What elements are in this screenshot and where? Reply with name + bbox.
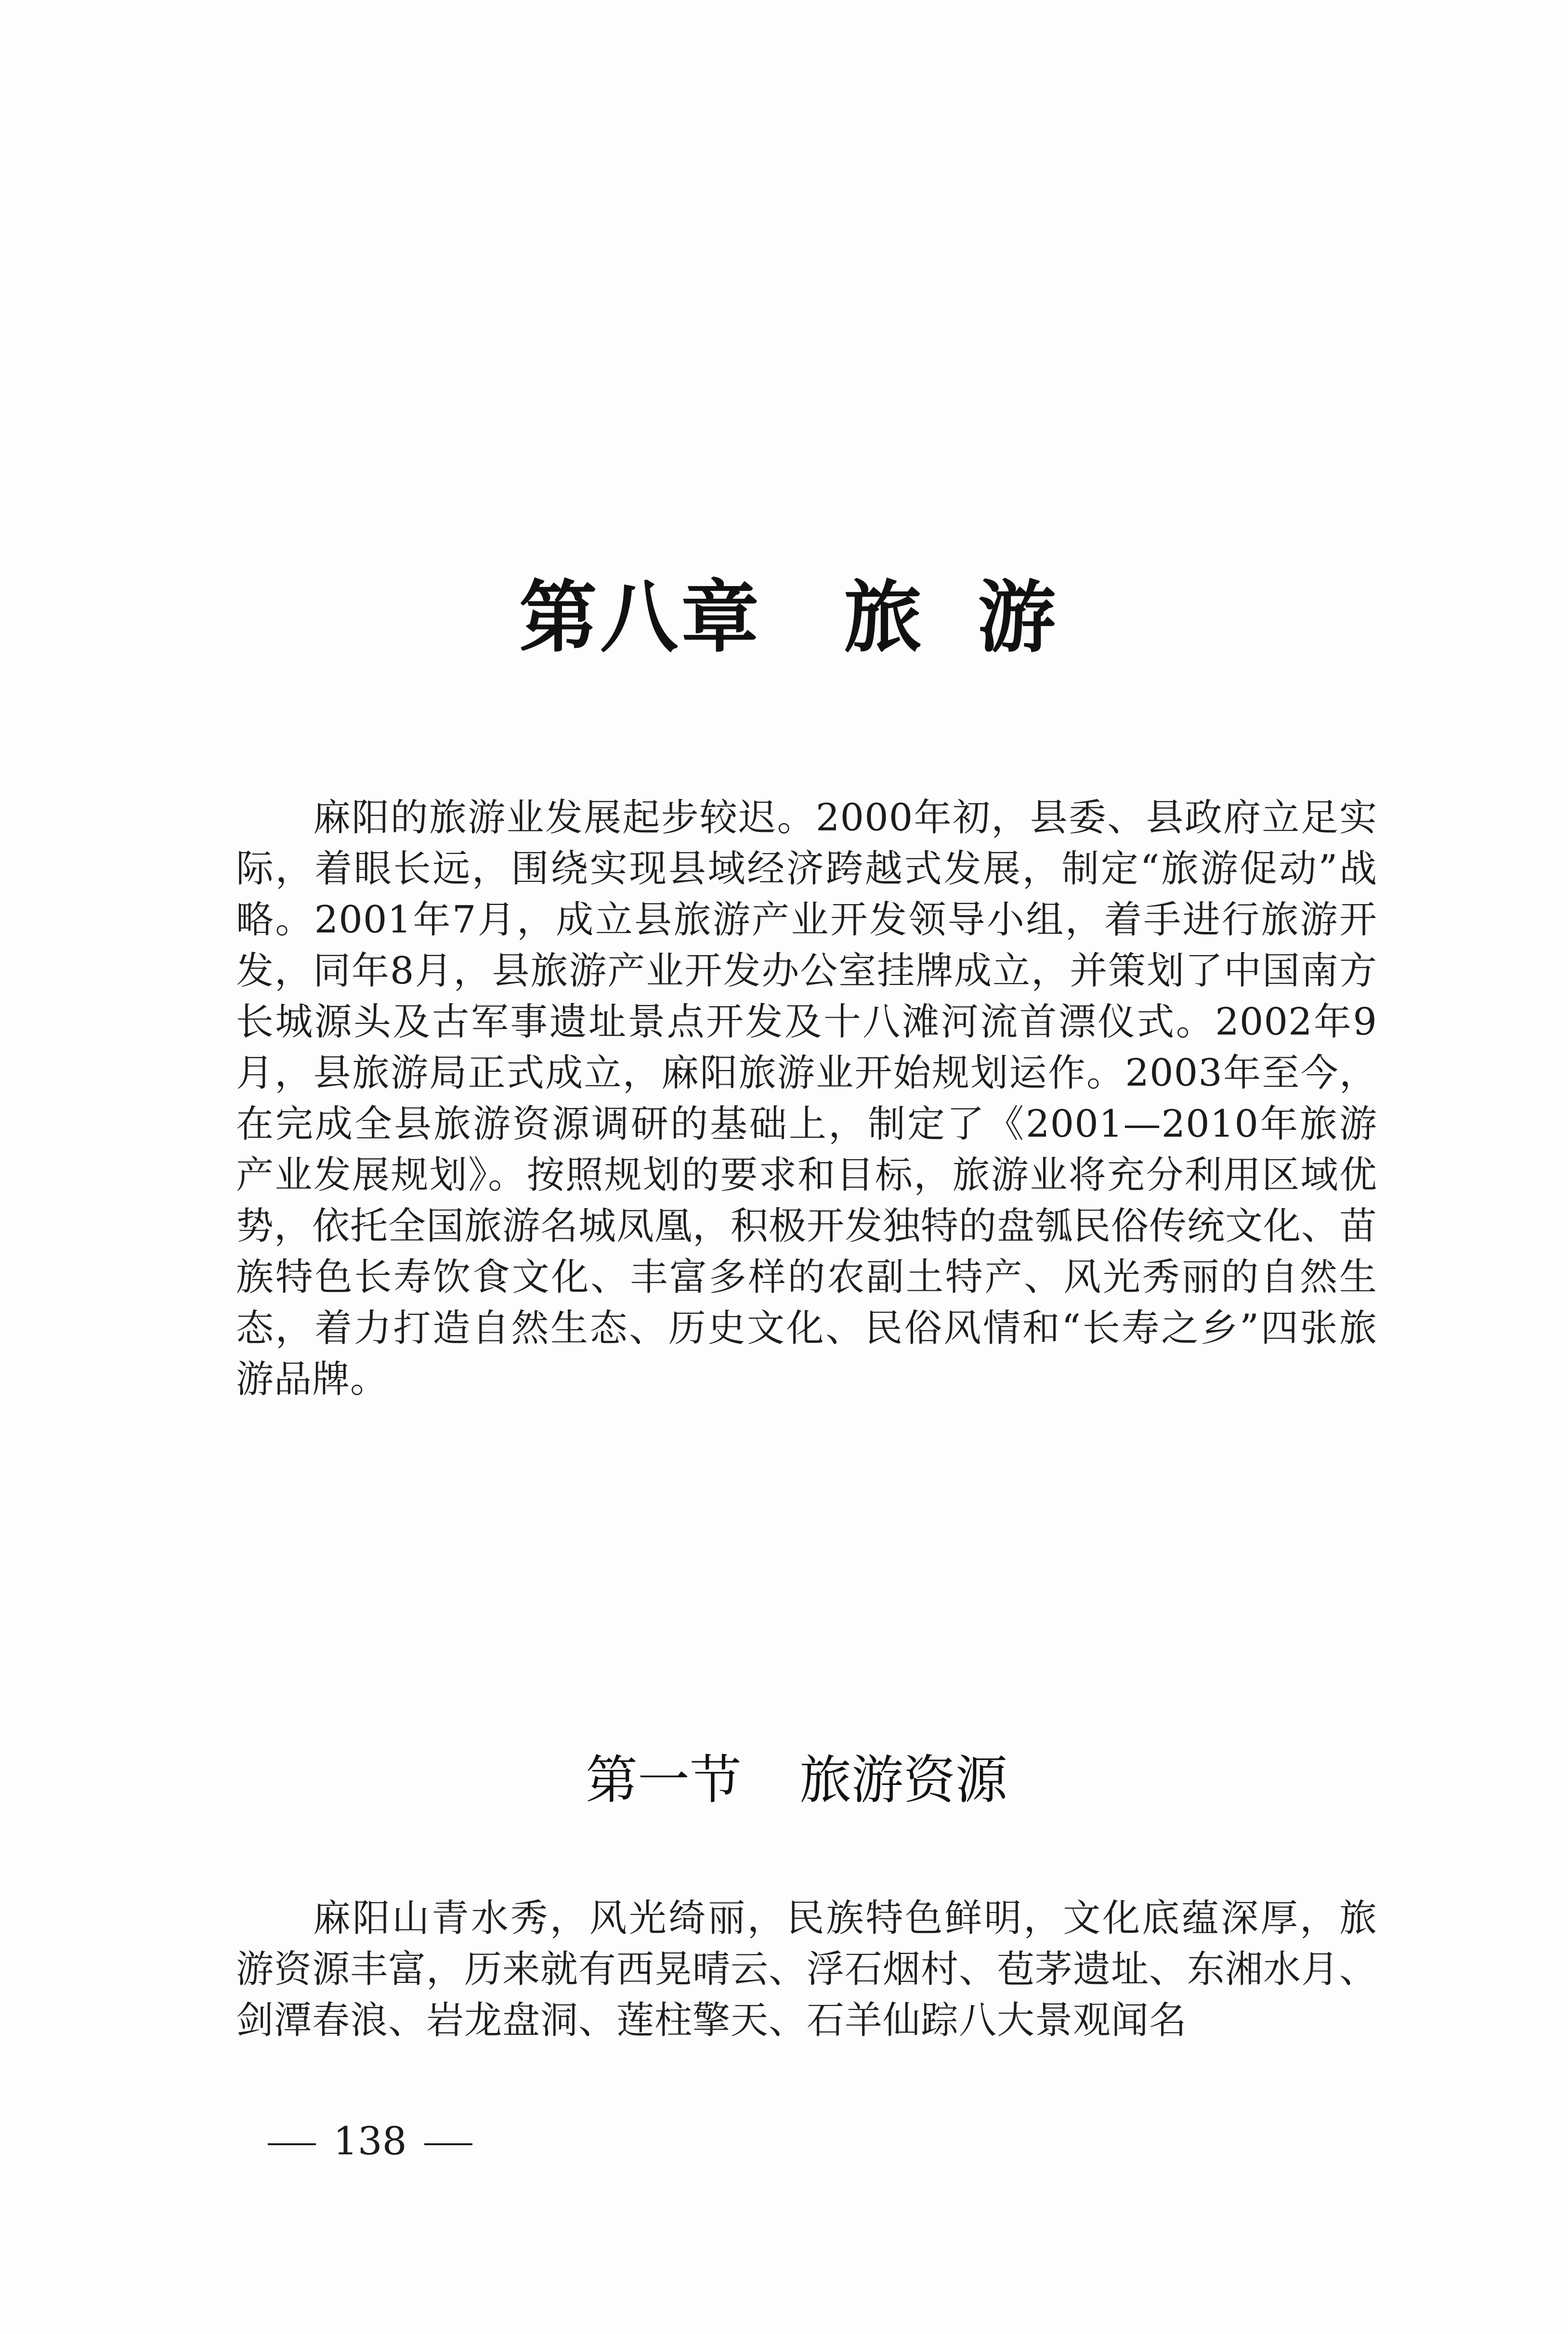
page-number-dash-right: [424, 2143, 472, 2145]
chapter-title: [519, 569, 1097, 666]
chapter-number: 第八章: [519, 572, 762, 663]
intro-paragraph: 麻阳的旅游业发展起步较迟。2000年初，县委、县政府立足实际，着眼长远，围绕实现县域经济跨越式发展，制定“旅游促动”战略。2001年7月，成立县旅游产业开发领导小组，着手进行旅游开发，同年8月，县旅游产业开发办公室挂牌成立，并策划了中国南方长城源头及古军事遗址景点开发及十八滩河流首漂仪式。2002年9月，县旅游局正式成立，麻阳旅游业开始规划运作。2003年至今，在完成全县旅游资源调研的基础上，制定了《2001—2010年旅游产业发展规划》。按照规划的要求和目标，旅游业将充分利用区域优势，依托全国旅游名城凤凰，积极开发独特的盘瓠民俗传统文化、苗族特色长寿饮食文化、丰富多样的农副土特产、风光秀丽的自然生态，着力打造自然生态、历史文化、民俗风情和“长寿之乡”四张旅游品牌。: [236, 796, 1378, 1401]
chapter-title-char-2: 游: [978, 572, 1058, 663]
page-number: [250, 2117, 490, 2165]
chapter-title-char-1: 旅: [844, 572, 925, 663]
section-number: 第一节: [586, 1750, 742, 1810]
page-number-dash-left: [268, 2143, 316, 2145]
section-paragraph: 麻阳山青水秀，风光绮丽，民族特色鲜明，文化底蕴深厚，旅游资源丰富，历来就有西晃晴云、浮石烟村、苞茅遗址、东湘水月、剑潭春浪、岩龙盘洞、莲柱擎天、石羊仙踪八大景观闻名: [236, 1897, 1378, 2042]
section-name: 旅游资源: [799, 1750, 1008, 1810]
section-title: [586, 1744, 1067, 1817]
page-number-value: 138: [333, 2119, 407, 2164]
